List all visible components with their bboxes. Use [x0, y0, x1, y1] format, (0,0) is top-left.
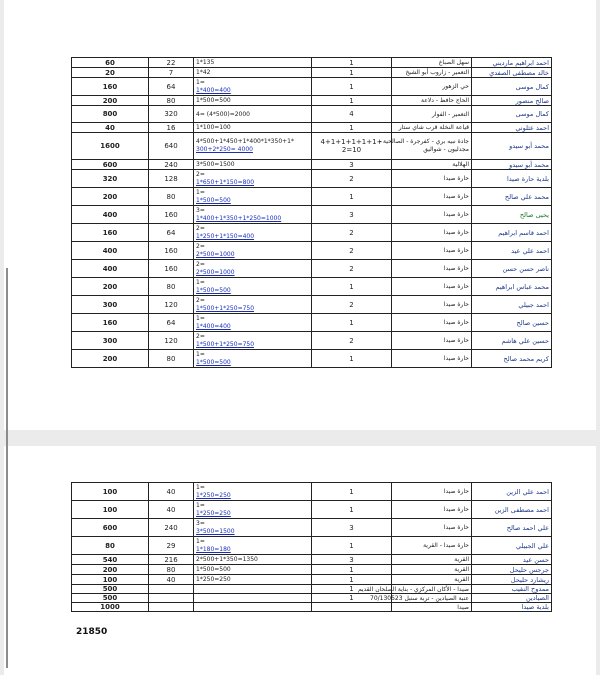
calculation-cell: 1= 1*400=400 [194, 314, 312, 332]
name-cell: محمد عباس ابراهيم [472, 278, 552, 296]
count-cell: 1 [312, 96, 392, 106]
name-cell: كمال موسى [472, 78, 552, 96]
quantity-cell: 64 [149, 224, 194, 242]
count-cell: 1 [312, 537, 392, 555]
count-cell: 4+1+1+1+1+1+ 2=10 [312, 133, 392, 160]
table-row [72, 575, 552, 585]
name-cell: ناصر حسن حسن [472, 260, 552, 278]
quantity-cell: 16 [149, 123, 194, 133]
count-cell: 1 [312, 68, 392, 78]
calculation-cell: 2= 1*500+1*250=750 [194, 332, 312, 350]
count-cell: 1 [312, 585, 392, 594]
table-row [72, 483, 552, 501]
quantity-cell: 160 [149, 206, 194, 224]
table-row [72, 206, 552, 224]
name-cell: احمد علي عيد [472, 242, 552, 260]
quantity-cell: 160 [149, 260, 194, 278]
count-cell: 1 [312, 565, 392, 575]
table-row [72, 278, 552, 296]
calculation-cell: 3= 1*400+1*350+1*250=1000 [194, 206, 312, 224]
quantity-cell: 120 [149, 296, 194, 314]
quantity-cell: 22 [149, 58, 194, 68]
name-cell: ممدوح النقيب [472, 585, 552, 594]
count-cell: 1 [312, 78, 392, 96]
calculation-cell: 1*500=500 [194, 565, 312, 575]
calculation-cell: 2= 2*500=1000 [194, 242, 312, 260]
total-cell: 1600 [72, 133, 149, 160]
location-cell: القرية [392, 565, 472, 575]
calculation-cell: 1= 1*250=250 [194, 501, 312, 519]
name-cell: حسين صالح [472, 314, 552, 332]
name-cell: حسن عيد [472, 555, 552, 565]
table-row [72, 332, 552, 350]
name-cell: صالح منصور [472, 96, 552, 106]
table-row [72, 106, 552, 123]
name-cell: احمد جبيلي [472, 296, 552, 314]
total-cell: 200 [72, 278, 149, 296]
count-cell: 2 [312, 260, 392, 278]
calculation-cell: 3= 3*500=1500 [194, 519, 312, 537]
calculation-cell: 1*42 [194, 68, 312, 78]
calculation-cell: 1= 1*500=500 [194, 188, 312, 206]
table-row [72, 296, 552, 314]
total-cell: 80 [72, 537, 149, 555]
table-row [72, 133, 552, 160]
calculation-cell: 3*500=1500 [194, 160, 312, 170]
calculation-cell: 2= 1*650+1*150=800 [194, 170, 312, 188]
count-cell: 3 [312, 206, 392, 224]
quantity-cell: 40 [149, 575, 194, 585]
total-cell: 100 [72, 501, 149, 519]
table-row [72, 314, 552, 332]
count-cell: 2 [312, 296, 392, 314]
location-cell: حارة صيدا [392, 332, 472, 350]
quantity-cell: 120 [149, 332, 194, 350]
table-row [72, 58, 552, 68]
location-cell: حارة صيدا [392, 501, 472, 519]
location-cell: صيدا [392, 603, 472, 612]
total-cell: 100 [72, 483, 149, 501]
quantity-cell: 128 [149, 170, 194, 188]
calculation-cell: 1= 1*180=180 [194, 537, 312, 555]
quantity-cell: 320 [149, 106, 194, 123]
name-cell: خالد مصطفى الصفدي [472, 68, 552, 78]
name-cell: احمد عثلوني [472, 123, 552, 133]
table-row [72, 188, 552, 206]
calculation-cell: 1*100=100 [194, 123, 312, 133]
location-cell: حارة صيدا - القرية [392, 537, 472, 555]
calculation-cell: 1*135 [194, 58, 312, 68]
total-cell: 200 [72, 565, 149, 575]
location-cell: صيدا - الأكان المركزي - بناية الصلحان القديم [392, 585, 472, 594]
name-cell: الصيادين [472, 594, 552, 603]
table-row [72, 224, 552, 242]
location-cell: حارة صيدا [392, 242, 472, 260]
count-cell: 1 [312, 594, 392, 603]
table-row [72, 260, 552, 278]
count-cell: 1 [312, 123, 392, 133]
count-cell [312, 603, 392, 612]
count-cell: 1 [312, 314, 392, 332]
count-cell: 1 [312, 575, 392, 585]
name-cell: يحيى صالح [472, 206, 552, 224]
name-cell: بلدية صيدا [472, 603, 552, 612]
count-cell: 1 [312, 501, 392, 519]
location-cell: التعمير - زاروب أبو الشيخ [392, 68, 472, 78]
table-row [72, 68, 552, 78]
table-row [72, 123, 552, 133]
quantity-cell: 64 [149, 314, 194, 332]
total-cell: 800 [72, 106, 149, 123]
table-row [72, 585, 552, 594]
table-row [72, 501, 552, 519]
quantity-cell: 7 [149, 68, 194, 78]
name-cell: كمال موسى [472, 106, 552, 123]
total-cell: 1000 [72, 603, 149, 612]
location-cell: عنبة الصيادين - تربة سنبل 70/130523 [392, 594, 472, 603]
calculation-cell: 1= 1*400=400 [194, 78, 312, 96]
total-cell: 600 [72, 519, 149, 537]
quantity-cell: 216 [149, 555, 194, 565]
calculation-cell [194, 585, 312, 594]
name-cell: كريم محمد صالح [472, 350, 552, 368]
table-row [72, 170, 552, 188]
name-cell: بلدية حارة صيدا [472, 170, 552, 188]
calculation-cell: 2*500+1*350=1350 [194, 555, 312, 565]
quantity-cell: 29 [149, 537, 194, 555]
calculation-cell: 2= 1*500+1*250=750 [194, 296, 312, 314]
location-cell: سهل الصباغ [392, 58, 472, 68]
name-cell: علي احمد صالح [472, 519, 552, 537]
location-cell: حي الزهور [392, 78, 472, 96]
quantity-cell: 80 [149, 565, 194, 575]
calculation-cell [194, 594, 312, 603]
table-row [72, 242, 552, 260]
total-cell: 160 [72, 78, 149, 96]
total-cell: 500 [72, 594, 149, 603]
table-row [72, 350, 552, 368]
name-cell: محمد علي صالح [472, 188, 552, 206]
quantity-cell: 40 [149, 483, 194, 501]
quantity-cell: 240 [149, 160, 194, 170]
calculation-cell: 4*500+1*450+1*400*1*350+1* 300+2*250= 4000 [194, 133, 312, 160]
total-cell: 100 [72, 575, 149, 585]
location-cell: حارة صيدا [392, 519, 472, 537]
table-row [72, 537, 552, 555]
total-cell: 540 [72, 555, 149, 565]
quantity-cell: 80 [149, 96, 194, 106]
name-cell: احمد علي الزين [472, 483, 552, 501]
quantity-cell: 80 [149, 350, 194, 368]
quantity-cell: 80 [149, 188, 194, 206]
count-cell: 2 [312, 224, 392, 242]
location-cell: الحاج حافظ - دلاعة [392, 96, 472, 106]
quantity-cell [149, 603, 194, 612]
count-cell: 4 [312, 106, 392, 123]
table-row [72, 96, 552, 106]
count-cell: 3 [312, 555, 392, 565]
total-cell: 320 [72, 170, 149, 188]
location-cell: قياعة النخلة قرب شاي ستار [392, 123, 472, 133]
total-cell: 400 [72, 242, 149, 260]
total-cell: 500 [72, 585, 149, 594]
name-cell: احمد مصطفى الزين [472, 501, 552, 519]
count-cell: 1 [312, 278, 392, 296]
name-cell: احمد قاسم ابراهيم [472, 224, 552, 242]
calculation-cell: 1*500=500 [194, 96, 312, 106]
calculation-cell: 1= 1*500=500 [194, 278, 312, 296]
calculation-cell: 2= 1*250+1*150=400 [194, 224, 312, 242]
calculation-cell: 1= 1*250=250 [194, 483, 312, 501]
table-row [72, 160, 552, 170]
total-cell: 160 [72, 224, 149, 242]
location-cell: القرية [392, 555, 472, 565]
location-cell: حارة صيدا [392, 260, 472, 278]
count-cell: 1 [312, 350, 392, 368]
calculation-cell: 2= 2*500=1000 [194, 260, 312, 278]
location-cell: حارة صيدا [392, 483, 472, 501]
calculation-cell: 1*250=250 [194, 575, 312, 585]
count-cell: 1 [312, 483, 392, 501]
quantity-cell: 40 [149, 501, 194, 519]
table-row [72, 519, 552, 537]
location-cell: حارة صيدا [392, 278, 472, 296]
name-cell: ريشارد حليحل [472, 575, 552, 585]
table-row [72, 555, 552, 565]
donations-table-page-1 [71, 57, 552, 368]
count-cell: 2 [312, 242, 392, 260]
grand-total: 21850 [76, 627, 108, 637]
total-cell: 600 [72, 160, 149, 170]
total-cell: 200 [72, 188, 149, 206]
donations-table-page-2 [71, 482, 552, 612]
location-cell: حارة صيدا [392, 206, 472, 224]
count-cell: 2 [312, 170, 392, 188]
total-cell: 20 [72, 68, 149, 78]
calculation-cell [194, 603, 312, 612]
total-cell: 400 [72, 260, 149, 278]
table-row [72, 594, 552, 603]
count-cell: 2 [312, 332, 392, 350]
total-cell: 200 [72, 350, 149, 368]
location-cell: الهلالية [392, 160, 472, 170]
quantity-cell: 64 [149, 78, 194, 96]
table-row [72, 603, 552, 612]
location-cell: القرية [392, 575, 472, 585]
quantity-cell [149, 594, 194, 603]
calculation-cell: 4= (4*500)=2000 [194, 106, 312, 123]
location-cell: حارة صيدا [392, 188, 472, 206]
total-cell: 300 [72, 296, 149, 314]
viewer-edge-bar [6, 268, 8, 668]
location-cell: حارة صيدا [392, 350, 472, 368]
location-cell: حارة صيدا [392, 224, 472, 242]
quantity-cell [149, 585, 194, 594]
total-cell: 160 [72, 314, 149, 332]
name-cell: علي الجبيلي [472, 537, 552, 555]
name-cell: حسين علي هاشم [472, 332, 552, 350]
quantity-cell: 640 [149, 133, 194, 160]
calculation-cell: 1= 1*500=500 [194, 350, 312, 368]
name-cell: احمد ابراهيم مارديني [472, 58, 552, 68]
location-cell: جادة نبيه بري - كفرجرة - الصالحية - مجدليون - شواليق [392, 133, 472, 160]
table-row [72, 565, 552, 575]
name-cell: محمد أبو سيدو [472, 133, 552, 160]
count-cell: 3 [312, 519, 392, 537]
count-cell: 3 [312, 160, 392, 170]
table-row [72, 78, 552, 96]
name-cell: جرجس حليحل [472, 565, 552, 575]
location-cell: حارة صيدا [392, 296, 472, 314]
total-cell: 200 [72, 96, 149, 106]
quantity-cell: 160 [149, 242, 194, 260]
location-cell: حارة صيدا [392, 314, 472, 332]
location-cell: التعمير - الفوار [392, 106, 472, 123]
total-cell: 40 [72, 123, 149, 133]
quantity-cell: 80 [149, 278, 194, 296]
quantity-cell: 240 [149, 519, 194, 537]
total-cell: 400 [72, 206, 149, 224]
total-cell: 300 [72, 332, 149, 350]
name-cell: محمد أبو سيدو [472, 160, 552, 170]
count-cell: 1 [312, 58, 392, 68]
total-cell: 60 [72, 58, 149, 68]
count-cell: 1 [312, 188, 392, 206]
location-cell: حارة صيدا [392, 170, 472, 188]
